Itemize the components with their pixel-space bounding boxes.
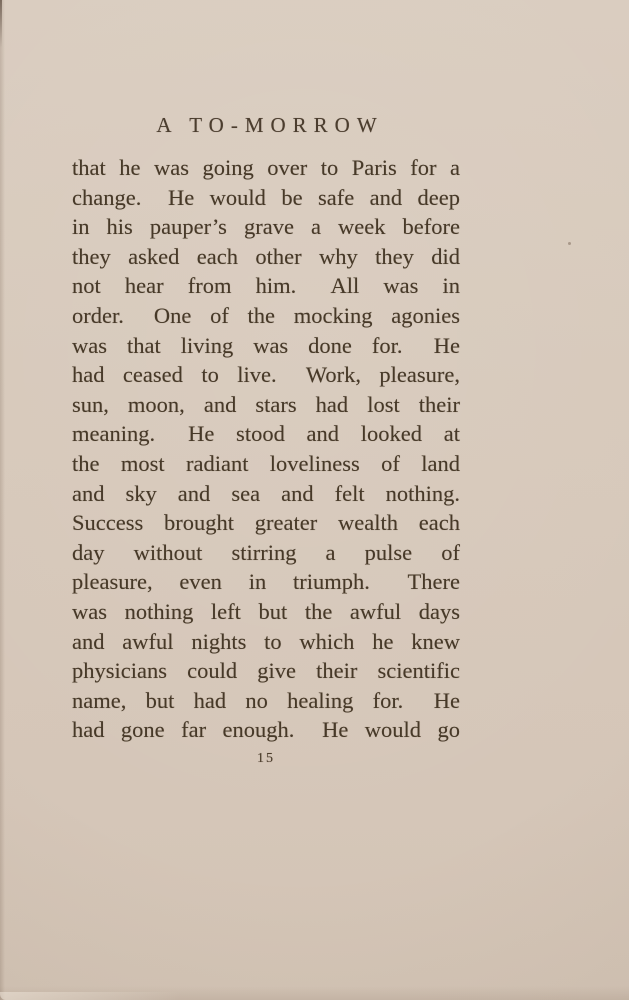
text-line: change. He would be safe and deep — [72, 184, 460, 210]
text-line: and awful nights to which he knew — [72, 628, 460, 654]
text-line: was nothing left but the awful days — [72, 598, 460, 624]
text-line: had ceased to live. Work, pleasure, — [72, 362, 460, 388]
text-line: was that living was done for. He — [72, 332, 460, 358]
text-line: order. One of the mocking agonies — [72, 302, 460, 328]
paper-speck — [568, 242, 571, 245]
text-line: the most radiant loveliness of land — [72, 450, 460, 476]
page-corner-highlight — [0, 992, 180, 1000]
text-line: physicians could give their scientific — [72, 658, 460, 684]
text-line: sun, moon, and stars had lost their — [72, 391, 460, 417]
body-text-paragraph — [72, 153, 460, 745]
text-line: Success brought greater wealth each — [72, 510, 460, 536]
text-line: had gone far enough. He would go — [72, 717, 460, 743]
page-edge-dark-sliver — [0, 0, 2, 48]
running-head-title: A TO-MORROW — [156, 113, 384, 137]
text-line: day without stirring a pulse of — [72, 539, 460, 565]
text-line: pleasure, even in triumph. There — [72, 569, 460, 595]
page-edge-shadow-left — [0, 0, 5, 1000]
text-line: and sky and sea and felt nothing. — [72, 480, 460, 506]
page-edge-shadow-bottom — [0, 986, 629, 1000]
text-line: not hear from him. All was in — [72, 273, 460, 299]
text-line: meaning. He stood and looked at — [72, 421, 460, 447]
text-line: they asked each other why they did — [72, 243, 460, 269]
text-line: in his pauper’s grave a week before — [72, 214, 460, 240]
text-line: name, but had no healing for. He — [72, 687, 460, 713]
page-number: 15 — [257, 751, 275, 766]
text-line: that he was going over to Paris for a — [72, 155, 460, 180]
